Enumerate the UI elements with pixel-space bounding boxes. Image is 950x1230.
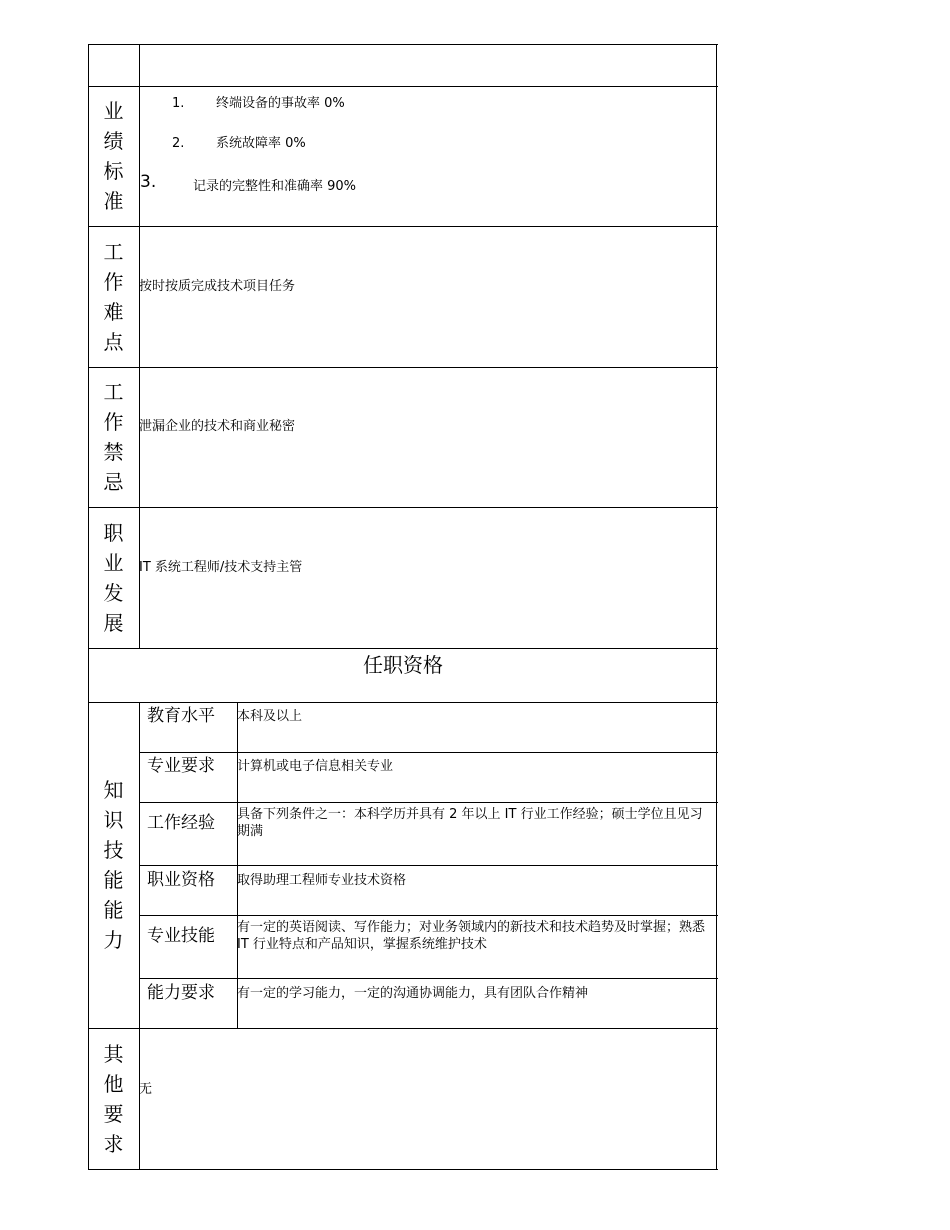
row-divider bbox=[88, 507, 718, 508]
row-divider bbox=[88, 86, 718, 87]
skill-row-value: 计算机或电子信息相关专业 bbox=[237, 759, 394, 774]
skill-row-label: 能力要求 bbox=[147, 983, 215, 1003]
skill-row-label: 专业技能 bbox=[147, 926, 215, 946]
row-divider bbox=[139, 915, 718, 916]
skill-row-label: 职业资格 bbox=[147, 870, 215, 890]
skill-row-value: 有一定的英语阅读、写作能力；对业务领域内的新技术和技术趋势及时掌握；熟悉 IT 行业特点和产品知识，掌握系统维护技术 bbox=[237, 920, 706, 952]
row-divider bbox=[88, 702, 718, 703]
skill-row-value: 本科及以上 bbox=[237, 709, 303, 724]
column-divider bbox=[139, 702, 140, 1170]
row-divider bbox=[139, 978, 718, 979]
skill-row-value: 具备下列条件之一：本科学历并具有 2 年以上 IT 行业工作经验；硕士学位且见习期满 bbox=[237, 807, 703, 839]
row-divider bbox=[88, 44, 718, 45]
qualification-title: 任职资格 bbox=[363, 653, 443, 677]
row-divider bbox=[139, 865, 718, 866]
other-label: 其他要求 bbox=[103, 1041, 124, 1156]
skill-row-value: 取得助理工程师专业技术资格 bbox=[237, 873, 407, 888]
row-divider bbox=[88, 367, 718, 368]
other-text: 无 bbox=[139, 1082, 153, 1097]
performance-label: 业绩标准 bbox=[103, 99, 124, 213]
row-divider bbox=[139, 752, 718, 753]
taboo-label: 工作禁忌 bbox=[103, 380, 124, 494]
skill-row-value: 有一定的学习能力，一定的沟通协调能力，具有团队合作精神 bbox=[237, 986, 589, 1001]
skills-label: 知识技能能力 bbox=[103, 778, 124, 952]
row-divider bbox=[88, 648, 718, 649]
difficulty-text: 按时按质完成技术项目任务 bbox=[139, 279, 296, 294]
skill-row-label: 专业要求 bbox=[147, 756, 215, 776]
job-description-table: 业绩标准 1. 终端设备的事故率 0% 2. 系统故障率 0% 3. 记录的完整性和准确率 90% 工作难点 按时按质完成技术项目任务 工作禁忌 泄漏企业的技术和商业秘密 职业发展 IT 系统工程师/技术支持主管 任职资格 知识技能能力 教育水平 本科及以上 专业要求 计算机或电子信息相关专业 工作经验 具备下列条件之一：本科学历并具有 2 年以上 IT 行业工作经验；硕士学位且见习期满 职业资格 取得助理工程师专业技术资格 专业技能 有一定的英语阅读、写作能力；对业务领域内的新技术和技术趋势及时掌握；熟悉 IT 行业特点和产品知识，掌握系统维护技术 能力要求 有一定的学习能力，一定的沟通协调能力，具有团队合作精神 其他要求 无 bbox=[88, 44, 718, 1171]
skill-row-label: 教育水平 bbox=[147, 706, 215, 726]
skill-row-label: 工作经验 bbox=[147, 813, 215, 833]
column-divider bbox=[237, 702, 238, 1029]
career-text: IT 系统工程师/技术支持主管 bbox=[139, 560, 303, 575]
row-divider bbox=[139, 802, 718, 803]
taboo-text: 泄漏企业的技术和商业秘密 bbox=[139, 419, 296, 434]
row-divider bbox=[88, 1169, 718, 1170]
column-divider bbox=[716, 44, 717, 1170]
row-divider bbox=[88, 226, 718, 227]
difficulty-label: 工作难点 bbox=[103, 239, 124, 354]
career-label: 职业发展 bbox=[103, 520, 124, 635]
row-divider bbox=[88, 1028, 718, 1029]
